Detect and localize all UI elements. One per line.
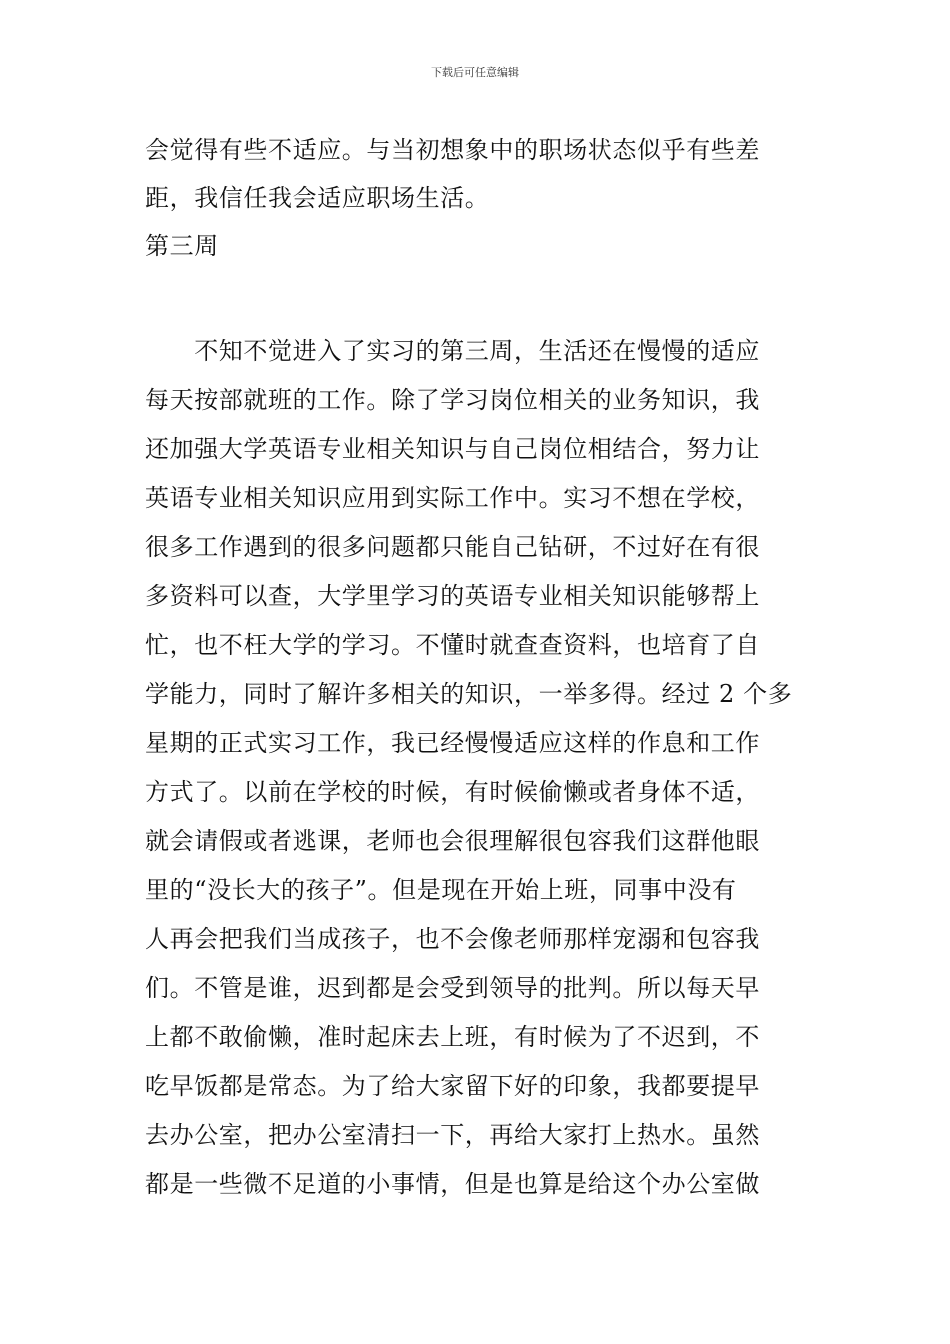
text-line: 去办公室，把办公室清扫一下，再给大家打上热水。虽然: [145, 1121, 760, 1149]
text-line: 里的“没长大的孩子”。但是现在开始上班，同事中没有: [145, 876, 737, 904]
text-line: 方式了。以前在学校的时候，有时候偷懒或者身体不适，: [145, 778, 760, 806]
text-line: 多资料可以查，大学里学习的英语专业相关知识能够帮上: [145, 582, 760, 610]
text-line: 吃早饭都是常态。为了给大家留下好的印象，我都要提早: [145, 1072, 760, 1100]
text-line: 忙，也不枉大学的学习。不懂时就查查资料，也培育了自: [145, 631, 760, 659]
text-line: 们。不管是谁，迟到都是会受到领导的批判。所以每天早: [145, 974, 760, 1002]
text-line: 上都不敢偷懒，准时起床去上班，有时候为了不迟到，不: [145, 1023, 760, 1051]
text-line: 还加强大学英语专业相关知识与自己岗位相结合，努力让: [145, 435, 760, 463]
text-line: 英语专业相关知识应用到实际工作中。实习不想在学校，: [145, 484, 760, 512]
page-header: 下载后可任意编辑: [431, 66, 519, 79]
text-line: 很多工作遇到的很多问题都只能自己钻研，不过好在有很: [145, 533, 760, 561]
text-line: 都是一些微不足道的小事情，但是也算是给这个办公室做: [145, 1170, 760, 1198]
text-line: 星期的正式实习工作，我已经慢慢适应这样的作息和工作: [145, 729, 760, 757]
section-heading: 第三周: [145, 232, 219, 260]
text-line: 就会请假或者逃课，老师也会很理解很包容我们这群他眼: [145, 827, 760, 855]
text-line: 学能力，同时了解许多相关的知识，一举多得。经过 2 个多: [145, 680, 793, 708]
text-line: 不知不觉进入了实习的第三周，生活还在慢慢的适应: [145, 337, 760, 365]
text-line: 人再会把我们当成孩子，也不会像老师那样宠溺和包容我: [145, 925, 760, 953]
text-line: 每天按部就班的工作。除了学习岗位相关的业务知识，我: [145, 386, 760, 414]
text-line: 会觉得有些不适应。与当初想象中的职场状态似乎有些差: [145, 136, 760, 164]
text-line: 距，我信任我会适应职场生活。: [145, 184, 490, 212]
